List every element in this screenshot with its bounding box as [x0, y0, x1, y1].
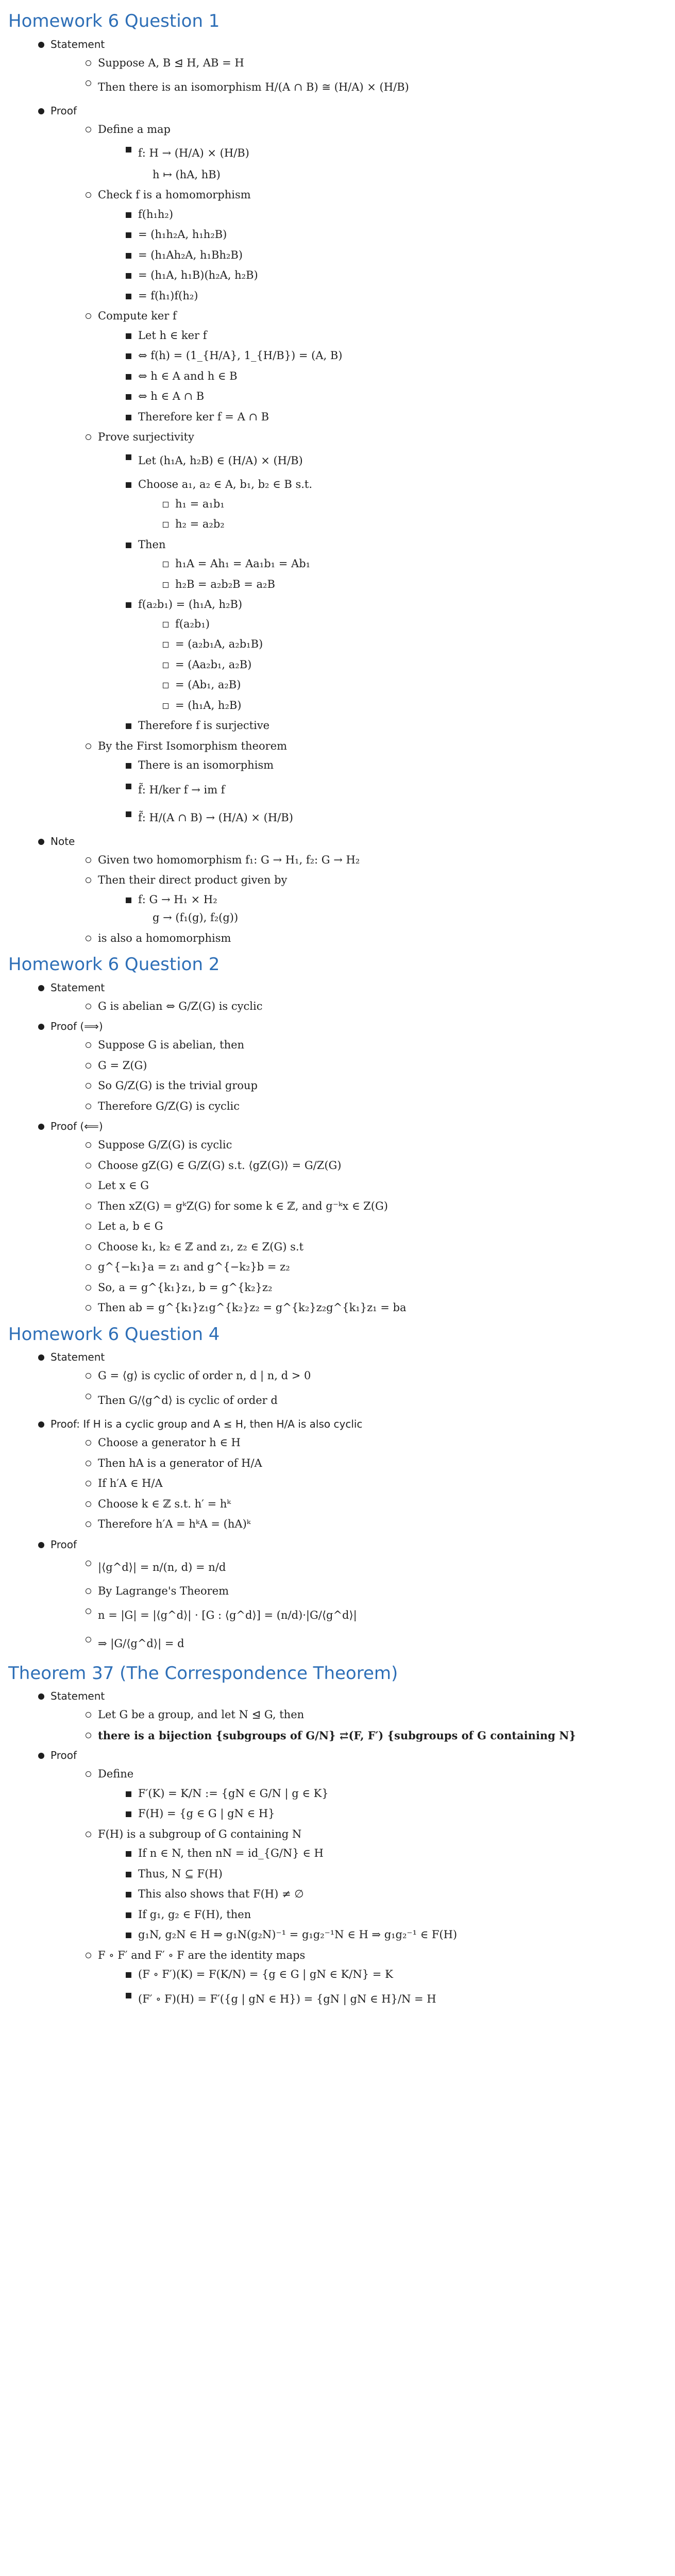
- bullet: [126, 1993, 131, 1998]
- item-text: Then there is an isomorphism H/(A ∩ B) ≅ (H/A) × (H/B): [98, 81, 409, 93]
- item-text: ⇔ h ∈ A and h ∈ B: [138, 369, 238, 382]
- outline-item: [98, 1845, 666, 1862]
- item-text: Proof: If H is a cyclic group and A ≤ H, then H/A is also cyclic: [50, 1418, 363, 1431]
- item-text: Then their direct product given by: [98, 874, 288, 887]
- bullet: [86, 192, 91, 198]
- item-text: Proof: [50, 1538, 77, 1551]
- item-text: |⟨g^d⟩| = n/(n, d) = n/d: [98, 1561, 226, 1573]
- outline-item: [50, 1603, 666, 1627]
- outline-item: [138, 657, 666, 673]
- outline-item: [50, 1280, 666, 1296]
- item-text: Then: [138, 538, 166, 551]
- item-text: Check f is a homomorphism: [98, 189, 251, 201]
- bullet: [126, 1851, 131, 1857]
- item-text: f̃: H/ker f → im f: [138, 783, 225, 796]
- bullet: [38, 985, 44, 991]
- outline-item: [50, 1368, 666, 1384]
- outline-item: [98, 388, 666, 405]
- item-text: If n ∈ N, then nN = id_{G/N} ∈ H: [138, 1847, 324, 1860]
- outline-item: [98, 1907, 666, 1923]
- outline-list: [3, 1349, 666, 1655]
- item-text: Then G/⟨g^d⟩ is cyclic of order d: [98, 1394, 278, 1406]
- bullet: [126, 147, 131, 152]
- outline-item: [50, 738, 666, 829]
- item-text: = (a₂b₁A, a₂b₁B): [175, 638, 263, 651]
- bullet: [126, 1972, 131, 1978]
- bullet: [38, 1542, 44, 1548]
- bullet: [86, 1083, 91, 1089]
- outline-item: [98, 597, 666, 714]
- item-text: Therefore f is surjective: [138, 719, 270, 732]
- item-text: ⇒ |G/⟨g^d⟩| = d: [98, 1637, 184, 1650]
- bullet: [86, 743, 91, 749]
- bullet: [126, 602, 131, 608]
- bullet: [126, 232, 131, 238]
- outline-item: [50, 429, 666, 734]
- bullet: [86, 1042, 91, 1048]
- bullet: [126, 273, 131, 279]
- bullet: [86, 1183, 91, 1189]
- item-text: h₂B = a₂b₂B = a₂B: [175, 578, 275, 590]
- outline-item: [50, 1218, 666, 1235]
- item-text: Proof (⟹): [50, 1020, 103, 1033]
- outline-item: [98, 806, 666, 829]
- bullet: [86, 1461, 91, 1466]
- bullet: [38, 1753, 44, 1759]
- bullet: [86, 1244, 91, 1250]
- outline-item: [138, 616, 666, 633]
- item-text: (F′ ∘ F)(H) = F′({g | gN ∈ H}) = {gN | gN ∈ H}/N = H: [138, 1992, 436, 2005]
- bullet: [86, 1561, 91, 1566]
- outline-item: [50, 308, 666, 425]
- outline-item: [3, 37, 666, 99]
- outline-item: [98, 1806, 666, 1822]
- item-text: Prove surjectivity: [98, 431, 194, 444]
- outline-list: [3, 1688, 666, 2011]
- item-text: Choose k ∈ ℤ s.t. h′ = hᵏ: [98, 1497, 231, 1510]
- outline-item: [50, 187, 666, 304]
- bullet: [38, 1421, 44, 1428]
- outline-item: [50, 1239, 666, 1256]
- outline-item: [98, 348, 666, 364]
- outline-item: [50, 1727, 666, 1744]
- outline-item: [98, 1886, 666, 1903]
- item-text: Let a, b ∈ G: [98, 1220, 163, 1233]
- outline-item: [138, 516, 666, 533]
- item-text: Choose a generator h ∈ H: [98, 1436, 241, 1449]
- item-text: f(a₂b₁) = (h₁A, h₂B): [138, 598, 243, 611]
- item-text: If h′A ∈ H/A: [98, 1477, 163, 1490]
- bullet: [38, 1354, 44, 1361]
- bullet: [86, 1501, 91, 1507]
- outline-item: [50, 1555, 666, 1579]
- item-text: Therefore ker f = A ∩ B: [138, 410, 269, 423]
- item-text: F ∘ F′ and F′ ∘ F are the identity maps: [98, 1948, 306, 1961]
- bullet: [86, 127, 91, 132]
- item-text: Choose a₁, a₂ ∈ A, b₁, b₂ ∈ B s.t.: [138, 478, 313, 491]
- bullet: [86, 80, 91, 86]
- outline-item: [98, 141, 666, 183]
- outline-item: [50, 1632, 666, 1655]
- item-text: Let G be a group, and let N ⊴ G, then: [98, 1708, 305, 1721]
- outline-item: [3, 1688, 666, 1743]
- outline-item: [50, 1098, 666, 1115]
- outline-item: [50, 55, 666, 72]
- bullet: [38, 1124, 44, 1130]
- item-text: Let h ∈ ker f: [138, 329, 207, 342]
- outline-item: [3, 980, 666, 1015]
- bullet: [86, 1953, 91, 1958]
- outline-item: [98, 368, 666, 385]
- bullet: [86, 1771, 91, 1777]
- outline-item: [50, 1300, 666, 1316]
- outline-item: [50, 1583, 666, 1600]
- outline-item: [50, 1826, 666, 1943]
- bullet: [86, 1712, 91, 1718]
- bullet: [163, 522, 168, 528]
- item-text: By the First Isomorphism theorem: [98, 739, 288, 752]
- item-text: = (Aa₂b₁, a₂B): [175, 658, 252, 671]
- outline-item: [98, 1987, 666, 2011]
- item-text: f(a₂b₁): [175, 617, 210, 630]
- bullet: [163, 502, 168, 507]
- bullet: [86, 1264, 91, 1270]
- item-text: h₁ = a₁b₁: [175, 497, 225, 510]
- section-title: Homework 6 Question 2: [8, 954, 220, 975]
- outline-item: [3, 834, 666, 947]
- outline-item: [98, 409, 666, 426]
- item-text: = (h₁h₂A, h₁h₂B): [138, 228, 227, 241]
- outline-list: [3, 37, 666, 947]
- bullet: [86, 1588, 91, 1594]
- bullet: [86, 1440, 91, 1446]
- bullet: [86, 1521, 91, 1527]
- bullet: [126, 212, 131, 218]
- item-text: Thus, N ⊆ F(H): [138, 1867, 223, 1880]
- outline-item: [98, 1786, 666, 1802]
- item-text: F′(K) = K/N := {gN ∈ G/N | g ∈ K}: [138, 1787, 329, 1800]
- item-text: So, a = g^{k₁}z₁, b = g^{k₂}z₂: [98, 1281, 273, 1294]
- item-text: Statement: [50, 1351, 105, 1364]
- item-text: = (h₁Ah₂A, h₁Bh₂B): [138, 248, 243, 261]
- outline-item: [98, 1967, 666, 1983]
- item-text: So G/Z(G) is the trivial group: [98, 1079, 258, 1092]
- bullet: [86, 1373, 91, 1379]
- outline-item: [50, 930, 666, 947]
- item-text: f: G → H₁ × H₂: [138, 893, 217, 906]
- bullet: [86, 1163, 91, 1168]
- item-text: F(H) = {g ∈ G | gN ∈ H}: [138, 1807, 275, 1820]
- item-text: ⇔ f(h) = (1_{H/A}, 1_{H/B}) = (A, B): [138, 349, 343, 362]
- item-text: Note: [50, 835, 75, 848]
- bullet: [163, 663, 168, 668]
- outline-item: [98, 247, 666, 264]
- bullet: [86, 1204, 91, 1209]
- item-continuation: g → (f₁(g), f₂(g)): [153, 911, 239, 924]
- outline-item: [98, 267, 666, 284]
- outline-item: [50, 122, 666, 183]
- item-text: Then xZ(G) = gᵏZ(G) for some k ∈ ℤ, and g⁻ᵏx ∈ Z(G): [98, 1199, 388, 1212]
- item-text: This also shows that F(H) ≠ ∅: [138, 1888, 304, 1901]
- outline-item: [50, 1766, 666, 1822]
- outline-item: [98, 328, 666, 344]
- bullet: [126, 1811, 131, 1817]
- outline-item: [50, 1516, 666, 1533]
- bullet: [86, 1004, 91, 1009]
- bullet: [86, 1832, 91, 1837]
- item-text: Define a map: [98, 123, 171, 136]
- item-text: If g₁, g₂ ∈ F(H), then: [138, 1908, 251, 1921]
- outline-item: [50, 1707, 666, 1723]
- item-text: = (Ab₁, a₂B): [175, 679, 241, 691]
- bullet: [38, 1024, 44, 1030]
- bullet: [126, 784, 131, 789]
- item-text: Suppose A, B ⊴ H, AB = H: [98, 56, 244, 69]
- item-text: Let x ∈ G: [98, 1179, 149, 1192]
- outline-item: [3, 1748, 666, 2011]
- bullet: [163, 703, 168, 709]
- bullet: [126, 897, 131, 903]
- bullet: [86, 1063, 91, 1069]
- bullet: [86, 1305, 91, 1311]
- item-text: Therefore h′A = hᵏA = (hA)ᵏ: [98, 1518, 251, 1531]
- outline-item: [3, 1537, 666, 1655]
- item-text: Given two homomorphism f₁: G → H₁, f₂: G → H₂: [98, 853, 360, 866]
- outline-item: [98, 288, 666, 304]
- bullet: [126, 253, 131, 259]
- outline-item: [50, 1476, 666, 1492]
- item-text: G = Z(G): [98, 1059, 147, 1072]
- section-title: Homework 6 Question 4: [8, 1324, 220, 1345]
- bullet: [38, 839, 44, 845]
- outline-item: [50, 998, 666, 1015]
- item-text: Proof: [50, 1749, 77, 1762]
- item-text: Suppose G/Z(G) is cyclic: [98, 1139, 232, 1151]
- bullet: [86, 1481, 91, 1486]
- outline-item: [50, 1496, 666, 1513]
- item-text: there is a bijection {subgroups of G/N} ⇄(F, F′) {subgroups of G containing N}: [98, 1728, 576, 1742]
- item-text: g₁N, g₂N ∈ H ⇒ g₁N(g₂N)⁻¹ = g₁g₂⁻¹N ∈ H ⇒ g₁g₂⁻¹ ∈ F(H): [138, 1928, 458, 1941]
- outline-item: [98, 778, 666, 802]
- bullet: [126, 811, 131, 817]
- bullet: [126, 454, 131, 460]
- outline-item: [138, 636, 666, 653]
- outline-item: [50, 852, 666, 869]
- bullet: [126, 353, 131, 359]
- outline-item: [50, 1455, 666, 1472]
- bullet: [86, 857, 91, 863]
- outline-item: [3, 103, 666, 829]
- item-text: is also a homomorphism: [98, 931, 231, 944]
- item-text: Choose gZ(G) ∈ G/Z(G) s.t. ⟨gZ(G)⟩ = G/Z(G): [98, 1159, 342, 1172]
- bullet: [163, 622, 168, 628]
- item-continuation: h ↦ (hA, hB): [153, 168, 221, 181]
- outline-item: [3, 1416, 666, 1533]
- outline-item: [138, 577, 666, 593]
- bullet: [126, 763, 131, 769]
- outline-item: [50, 1037, 666, 1054]
- item-text: = (h₁A, h₁B)(h₂A, h₂B): [138, 269, 258, 282]
- item-text: g^{−k₁}a = z₁ and g^{−k₂}b = z₂: [98, 1261, 290, 1274]
- bullet: [126, 723, 131, 729]
- bullet: [126, 294, 131, 299]
- outline-item: [98, 537, 666, 593]
- bullet: [126, 333, 131, 339]
- item-text: Then ab = g^{k₁}z₁g^{k₂}z₂ = g^{k₂}z₂g^{k₁}z₁ = ba: [98, 1301, 407, 1314]
- bullet: [38, 108, 44, 114]
- bullet: [126, 1912, 131, 1918]
- outline-item: [138, 556, 666, 572]
- section-title: Homework 6 Question 1: [8, 11, 220, 31]
- outline-item: [98, 449, 666, 472]
- bullet: [86, 936, 91, 941]
- bullet: [86, 1608, 91, 1614]
- bullet: [126, 1872, 131, 1877]
- bullet: [163, 582, 168, 588]
- outline-item: [98, 892, 666, 926]
- item-text: Statement: [50, 1690, 105, 1703]
- bullet: [163, 642, 168, 648]
- item-text: Then hA is a generator of H/A: [98, 1456, 262, 1469]
- item-text: Choose k₁, k₂ ∈ ℤ and z₁, z₂ ∈ Z(G) s.t: [98, 1240, 303, 1253]
- outline-item: [98, 477, 666, 533]
- outline-item: [50, 1435, 666, 1451]
- bullet: [126, 415, 131, 420]
- item-text: Proof (⟸): [50, 1120, 103, 1133]
- outline-item: [98, 1866, 666, 1883]
- outline-item: [98, 718, 666, 734]
- outline-item: [50, 872, 666, 926]
- outline-item: [50, 75, 666, 99]
- item-text: G = ⟨g⟩ is cyclic of order n, d | n, d > 0: [98, 1369, 311, 1382]
- item-text: f: H → (H/A) × (H/B): [138, 146, 249, 159]
- bullet: [86, 1733, 91, 1738]
- item-text: f(h₁h₂): [138, 208, 174, 221]
- bullet: [86, 1224, 91, 1229]
- outline-list: [3, 980, 666, 1316]
- outline-item: [50, 1078, 666, 1094]
- outline-item: [3, 1118, 666, 1316]
- bullet: [126, 543, 131, 548]
- outline-item: [138, 698, 666, 714]
- bullet: [126, 394, 131, 400]
- bullet: [126, 1933, 131, 1938]
- bullet: [38, 1693, 44, 1700]
- bullet: [86, 877, 91, 883]
- bullet: [126, 1892, 131, 1897]
- outline-item: [98, 207, 666, 223]
- outline-item: [50, 1388, 666, 1412]
- bullet: [38, 42, 44, 48]
- outline-item: [50, 1198, 666, 1215]
- bullet: [86, 1104, 91, 1109]
- item-text: Define: [98, 1768, 134, 1781]
- item-text: = (h₁A, h₂B): [175, 699, 242, 711]
- item-text: Proof: [50, 105, 77, 117]
- bullet: [86, 1394, 91, 1399]
- item-text: Statement: [50, 981, 105, 994]
- outline-item: [50, 1178, 666, 1194]
- bullet: [126, 1791, 131, 1797]
- bullet: [86, 313, 91, 319]
- item-text: By Lagrange's Theorem: [98, 1584, 229, 1597]
- bullet: [126, 374, 131, 380]
- outline-item: [50, 1158, 666, 1174]
- item-text: G is abelian ⇔ G/Z(G) is cyclic: [98, 999, 263, 1012]
- item-text: n = |G| = |⟨g^d⟩| · [G : ⟨g^d⟩] = (n/d)·|G/⟨g^d⟩|: [98, 1609, 357, 1622]
- item-text: There is an isomorphism: [138, 759, 274, 772]
- item-text: ⇔ h ∈ A ∩ B: [138, 390, 205, 403]
- item-text: = f(h₁)f(h₂): [138, 289, 198, 302]
- item-text: f̃: H/(A ∩ B) → (H/A) × (H/B): [138, 811, 293, 824]
- item-text: Statement: [50, 38, 105, 50]
- outline-item: [98, 1927, 666, 1943]
- outline-item: [3, 1349, 666, 1412]
- outline-item: [3, 1019, 666, 1114]
- outline-item: [138, 677, 666, 693]
- outline-item: [50, 1137, 666, 1154]
- bullet: [163, 683, 168, 688]
- outline-item: [98, 757, 666, 774]
- item-text: Compute ker f: [98, 310, 177, 323]
- item-text: h₁A = Ah₁ = Aa₁b₁ = Ab₁: [175, 557, 311, 570]
- outline-item: [50, 1259, 666, 1276]
- outline-item: [138, 496, 666, 513]
- item-text: F(H) is a subgroup of G containing N: [98, 1827, 302, 1840]
- section-title: Theorem 37 (The Correspondence Theorem): [8, 1663, 398, 1684]
- bullet: [86, 60, 91, 66]
- item-text: (F ∘ F′)(K) = F(K/N) = {g ∈ G | gN ∈ K/N} = K: [138, 1968, 393, 1981]
- bullet: [126, 482, 131, 488]
- item-text: Suppose G is abelian, then: [98, 1039, 245, 1052]
- bullet: [86, 434, 91, 440]
- outline-item: [50, 1947, 666, 2011]
- item-text: Therefore G/Z(G) is cyclic: [98, 1099, 240, 1112]
- outline-item: [50, 1058, 666, 1074]
- item-text: h₂ = a₂b₂: [175, 518, 225, 531]
- bullet: [86, 1285, 91, 1291]
- bullet: [163, 562, 168, 567]
- item-text: Let (h₁A, h₂B) ∈ (H/A) × (H/B): [138, 454, 303, 467]
- outline-item: [98, 227, 666, 243]
- bullet: [86, 1142, 91, 1148]
- bullet: [86, 1637, 91, 1642]
